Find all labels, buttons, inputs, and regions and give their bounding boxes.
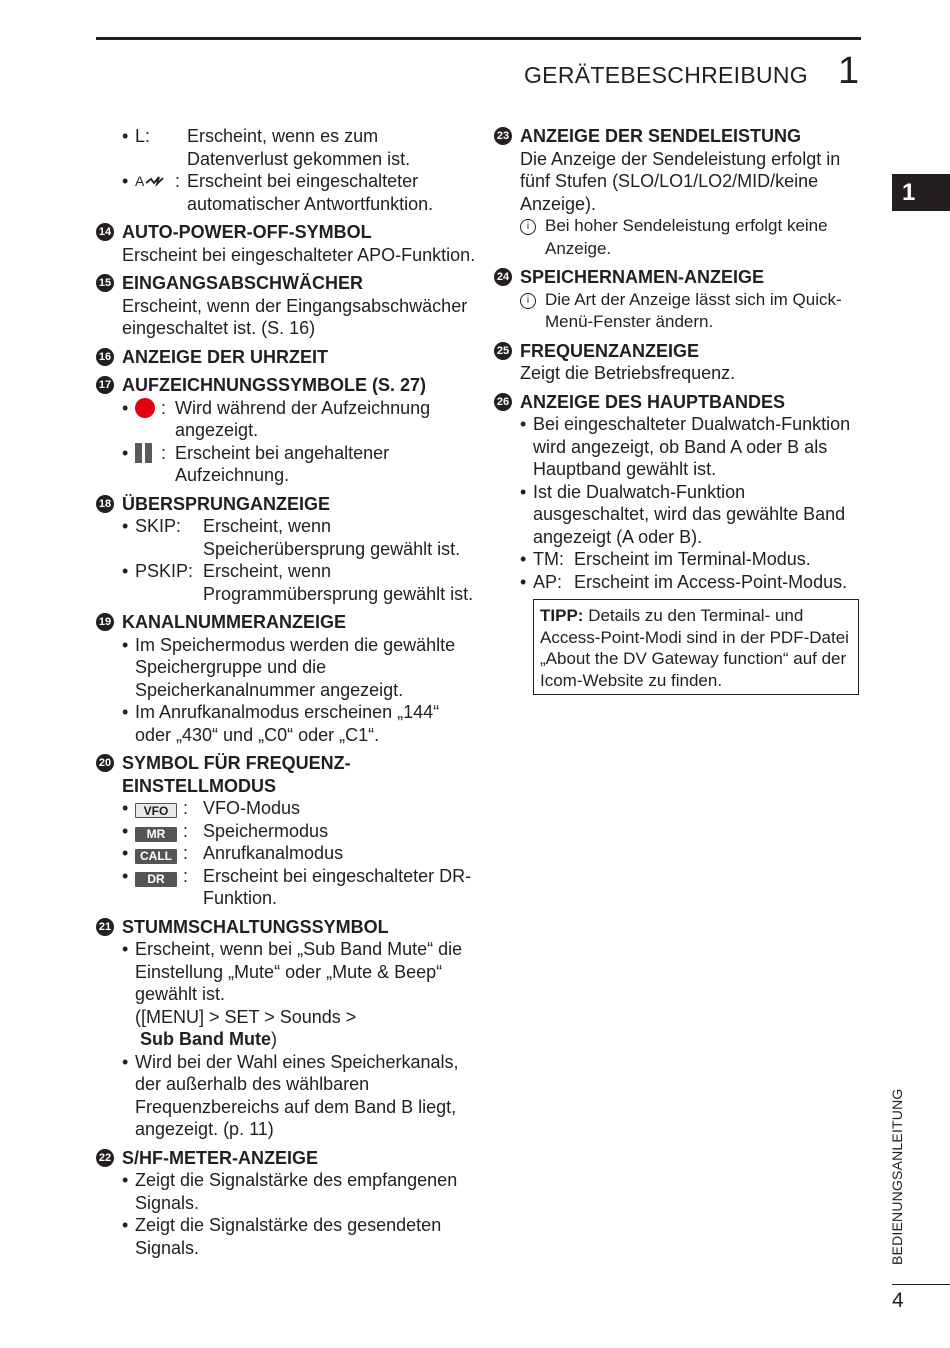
section-title: ÜBERSPRUNGANZEIGE [122,493,331,514]
section-22 [96,1147,476,1260]
section-number: 19 [96,613,114,631]
section-body: Erscheint bei eingeschalteter APO-Funktion. [122,244,476,265]
list-item: • CALL : Anrufkanalmodus [122,843,344,863]
list-item: • PSKIP: Erscheint, wenn Programmübersprung gewählt ist. [122,561,474,604]
call-icon: CALL [135,849,177,864]
section-number: 26 [494,393,512,411]
list-item: • Im Speichermodus werden die gewählte Speichergruppe und die Speicherkanalnummer angezeigt. [96,634,476,702]
section-number: 20 [96,754,114,772]
section-20 [96,752,476,910]
svg-text:A: A [135,173,145,189]
record-icon [135,398,155,418]
section-26 [494,391,864,696]
chapter-title: GERÄTEBESCHREIBUNG [523,62,808,88]
tip-text: Details zu den Terminal- und Access-Point-Modi sind in der PDF-Datei „About the DV Gateway function“ auf der Icom-Website zu finden. [540,606,849,690]
section-number: 21 [96,918,114,936]
continued-bullets [96,125,476,215]
mr-icon: MR [135,827,177,842]
list-item: • A : Erscheint bei eingeschalteter automatischer Antwortfunktion. [122,171,434,214]
section-14 [96,221,476,266]
section-24 [494,266,864,334]
section-title: ANZEIGE DER UHRZEIT [122,346,329,367]
info-icon: i [520,293,536,309]
list-item: • Im Anrufkanalmodus erscheinen „144“ oder „430“ und „C0“ oder „C1“. [96,701,476,746]
tip-label: TIPP: [540,606,584,625]
section-number: 22 [96,1149,114,1167]
section-19 [96,611,476,746]
section-23 [494,125,864,260]
section-25 [494,340,864,385]
section-title: ANZEIGE DES HAUPTBANDES [520,391,786,412]
section-number: 16 [96,348,114,366]
section-body: Die Anzeige der Sendeleistung erfolgt in fünf Stufen (SLO/LO1/LO2/MID/keine Anzeige). [520,148,841,214]
section-title: AUFZEICHNUNGSSYMBOLE (S. 27) [122,375,427,395]
left-column [96,125,476,1265]
bottom-rule [892,1284,950,1285]
section-number: 15 [96,274,114,292]
list-item: • VFO : VFO-Modus [122,798,301,818]
section-title: FREQUENZANZEIGE [520,340,700,361]
auto-reply-icon [135,170,175,215]
section-title: EINGANGSABSCHWÄCHER [122,273,364,293]
pause-icon [135,443,155,469]
page-number: 4 [892,1289,904,1312]
section-number: 14 [96,223,114,241]
info-icon: i [520,219,536,235]
section-number: 25 [494,342,512,360]
dr-icon: DR [135,872,177,887]
section-17 [96,374,476,487]
section-title: ANZEIGE DER SENDELEISTUNG [520,126,802,146]
section-title: STUMMSCHALTUNGSSYMBOL [122,916,389,937]
vfo-icon: VFO [135,803,177,818]
list-item: • SKIP: Erscheint, wenn Speicherübersprung gewählt ist. [122,516,461,559]
chapter-tab: 1 [892,174,950,211]
section-title: AUTO-POWER-OFF-SYMBOL [122,222,372,242]
list-item: • Erscheint, wenn bei „Sub Band Mute“ die Einstellung „Mute“ oder „Mute & Beep“ gewählt ist. ([MENU] > SET > Sounds > Sub Band Mute) [96,938,476,1051]
tip-box [533,599,859,695]
list-item: • Ist die Dualwatch-Funktion ausgeschaltet, wird das gewählte Band angezeigt (A oder B). [494,481,864,549]
list-item: • : Wird während der Aufzeichnung angezeigt. [122,397,431,440]
section-16 [96,346,476,369]
section-number: 23 [494,127,512,145]
list-item: • Bei eingeschalteter Dualwatch-Funktion wird angezeigt, ob Band A oder B als Hauptband gewählt ist. [494,413,864,481]
section-number: 18 [96,495,114,513]
side-label: BEDIENUNGSANLEITUNG [889,1088,905,1265]
section-number: 24 [494,268,512,286]
section-21 [96,916,476,1141]
list-item: • Zeigt die Signalstärke des gesendeten Signals. [96,1214,476,1259]
note: i Bei hoher Sendeleistung erfolgt keine Anzeige. [494,215,864,260]
list-item: • L: Erscheint, wenn es zum Datenverlust gekommen ist. [122,126,411,169]
section-number: 17 [96,376,114,394]
section-body: Zeigt die Betriebsfrequenz. [520,363,736,383]
top-rule [96,37,861,40]
section-title: SYMBOL FÜR FREQUENZ-EINSTELLMODUS [122,753,351,796]
section-title: KANALNUMMERANZEIGE [122,612,346,632]
list-item: • : Erscheint bei angehaltener Aufzeichnung. [122,442,390,485]
section-18 [96,493,476,606]
section-title: SPEICHERNAMEN-ANZEIGE [520,267,765,287]
right-column [494,125,864,701]
section-15 [96,272,476,340]
section-body: Erscheint, wenn der Eingangsabschwächer eingeschaltet ist. (S. 16) [122,295,468,338]
section-title: S/HF-METER-ANZEIGE [122,1147,318,1168]
list-item: • MR : Speichermodus [122,820,329,841]
list-item: • AP: Erscheint im Access-Point-Modus. [520,571,848,592]
list-item: • Zeigt die Signalstärke des empfangenen Signals. [96,1169,476,1214]
chapter-number: 1 [838,50,860,92]
list-item: • Wird bei der Wahl eines Speicherkanals, der außerhalb des wählbaren Frequenzbereichs auf dem Band B liegt, angezeigt. (p. 11) [96,1051,476,1141]
list-item: • TM: Erscheint im Terminal-Modus. [520,549,811,569]
note: i Die Art der Anzeige lässt sich im Quick-Menü-Fenster ändern. [494,289,864,334]
list-item: • DR : Erscheint bei eingeschalteter DR-Funktion. [122,865,472,908]
